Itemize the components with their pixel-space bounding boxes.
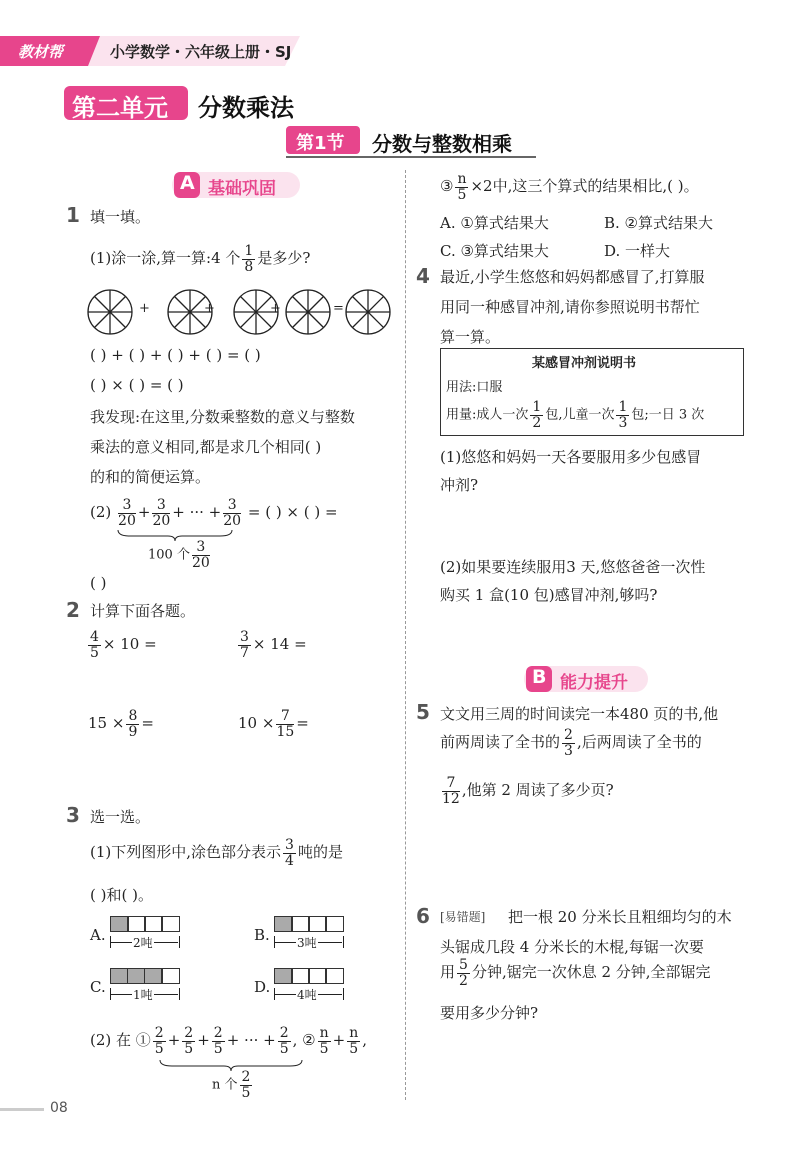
q3-option-c-measure: 1吨 — [133, 988, 153, 1002]
q3-option-c-figure[interactable] — [110, 968, 180, 1004]
part-b-letter: B — [532, 666, 547, 688]
q1-fill-line-2[interactable]: ( ) × ( ) = ( ) — [90, 376, 184, 394]
q1-part1-text-end: 是多少? — [257, 249, 311, 268]
q1-number: 1 — [66, 203, 80, 227]
q1-part1-text: (1)涂一涂,算一算:4 个 — [90, 249, 241, 268]
q1-plus-2: + — [204, 301, 215, 316]
q3-choice-b[interactable]: B. ②算式结果大 — [604, 214, 714, 232]
q4-part2-line1: (2)如果要连续服用3 天,悠悠爸爸一次性 — [440, 558, 706, 576]
q1-plus-1: + — [139, 301, 150, 316]
q1-plus-3: + — [270, 301, 281, 316]
q3-option-b-label[interactable]: B. — [254, 926, 270, 944]
circle-5-icon — [346, 290, 390, 334]
part-a-title: 基础巩固 — [208, 179, 276, 199]
q1-part1-prompt — [90, 244, 310, 274]
q4-box-dose: 用量:成人一次 $\frac{1}{2}$ 包,儿童一次 $\frac{1}{3}$ 包;一日 3 次 — [446, 399, 705, 431]
q6-text-3: 用 $\frac{5}{2}$ 分钟,锯完一次休息 2 分钟,全部锯完 — [440, 957, 711, 989]
part-a-letter: A — [180, 172, 195, 194]
q5-text-3: $\frac{7}{12}$ ,他第 2 周读了多少页? — [442, 775, 614, 807]
q3-part1-blank[interactable]: ( )和( )。 — [90, 886, 153, 904]
header-subject: 小学数学・六年级上册・SJ — [110, 43, 292, 61]
q5-text-1: 文文用三周的时间读完一本480 页的书,他 — [440, 705, 719, 723]
q3-option-b-measure: 3吨 — [297, 936, 317, 950]
q3-choice-d[interactable]: D. 一样大 — [604, 242, 671, 260]
q2-title: 计算下面各题。 — [90, 602, 196, 620]
q3-part2-brace-label: n 个 $\frac{2}{5}$ — [212, 1069, 251, 1101]
q1-part2-blank[interactable]: ( ) — [90, 574, 107, 592]
q1-fill-line-1[interactable]: ( ) + ( ) + ( ) + ( ) = ( ) — [90, 346, 261, 364]
q4-part2-line2: 购买 1 盒(10 包)感冒冲剂,够吗? — [440, 586, 658, 604]
q3-option-b-figure[interactable] — [274, 916, 344, 952]
q2-expr-1[interactable]: $\frac{4}{5}$ × 10 = — [90, 629, 157, 661]
q6-tag: [易错题] — [440, 910, 486, 924]
q4-box-usage: 用法:口服 — [446, 380, 503, 395]
q4-number: 4 — [416, 264, 430, 288]
q1-part1-fraction: $\frac{1}{8}$ — [244, 243, 254, 275]
q3-choice-c[interactable]: C. ③算式结果大 — [440, 242, 549, 260]
q3-part2-third[interactable]: ③ $\frac{n}{5}$ ×2中,这三个算式的结果相比,( )。 — [440, 171, 699, 203]
q4-box-title: 某感冒冲剂说明书 — [532, 356, 637, 371]
q3-option-a-figure[interactable] — [110, 916, 180, 952]
q4-text-1: 最近,小学生悠悠和妈妈都感冒了,打算服 — [440, 268, 705, 286]
q2-expr-3[interactable]: 15 × $\frac{8}{9}$ = — [88, 708, 154, 740]
q3-part1-prompt: (1)下列图形中,涂色部分表示 $\frac{3}{4}$ 吨的是 — [90, 837, 343, 869]
footer-bar — [0, 1108, 44, 1111]
header-bar — [0, 36, 320, 66]
q3-option-c-label[interactable]: C. — [90, 978, 106, 996]
q3-option-d-label[interactable]: D. — [254, 978, 271, 996]
q6-text-1: 把一根 20 分米长且粗细均匀的木 — [508, 908, 732, 926]
q1-part2-expression[interactable]: (2) $\frac{3}{20}$ + $\frac{3}{20}$ + ··· + $\frac{3}{20}$ = ( ) × ( ) = — [90, 497, 338, 529]
unit-badge-text: 第二单元 — [72, 94, 168, 122]
unit-title: 分数乘法 — [198, 94, 294, 122]
q3-number: 3 — [66, 803, 80, 827]
q1-discover-1: 我发现:在这里,分数乘整数的意义与整数 — [90, 408, 355, 426]
header-tag: 教材帮 — [18, 43, 64, 61]
q1-equals: = — [333, 301, 344, 316]
q6-text-4: 要用多少分钟? — [440, 1004, 539, 1022]
q6-number: 6 — [416, 904, 430, 928]
q2-number: 2 — [66, 598, 80, 622]
q4-text-3: 算一算。 — [440, 328, 501, 346]
q3-choice-a[interactable]: A. ①算式结果大 — [440, 214, 549, 232]
q2-expr-2[interactable]: $\frac{3}{7}$ × 14 = — [240, 629, 307, 661]
q3-title: 选一选。 — [90, 808, 151, 826]
q1-part2-brace-label: 100 个 $\frac{3}{20}$ — [148, 539, 210, 571]
q4-part1-line2: 冲剂? — [440, 476, 479, 494]
section-badge-text: 第1节 — [296, 133, 345, 154]
section-title: 分数与整数相乘 — [372, 132, 512, 156]
q3-option-a-measure: 2吨 — [133, 936, 153, 950]
circle-1-icon — [88, 290, 132, 334]
q1-title: 填一填。 — [90, 208, 151, 226]
q2-expr-4[interactable]: 10 × $\frac{7}{15}$ = — [238, 708, 309, 740]
q3-part2-expression: (2) 在 ① $\frac{2}{5}$ + $\frac{2}{5}$ + $\frac{2}{5}$ + ··· + $\frac{2}{5}$ , ② $\frac{n}{5}$ + $\frac{n}{5}$ , — [90, 1025, 368, 1057]
q3-option-d-figure[interactable] — [274, 968, 344, 1004]
part-b-title: 能力提升 — [560, 673, 628, 693]
q4-text-2: 用同一种感冒冲剂,请你参照说明书帮忙 — [440, 298, 700, 316]
q5-text-2: 前两周读了全书的 $\frac{2}{3}$ ,后两周读了全书的 — [440, 727, 702, 759]
q6-text-2: 头锯成几段 4 分米长的木棍,每锯一次要 — [440, 938, 704, 956]
q1-discover-2[interactable]: 乘法的意义相同,都是求几个相同( ) — [90, 438, 322, 456]
q5-number: 5 — [416, 700, 430, 724]
circle-4-icon — [286, 290, 330, 334]
q3-option-d-measure: 4吨 — [297, 988, 317, 1002]
q4-part1-line1: (1)悠悠和妈妈一天各要服用多少包感冒 — [440, 448, 702, 466]
q1-circles[interactable] — [86, 286, 396, 338]
column-divider — [405, 170, 406, 1100]
q1-discover-3: 的和的简便运算。 — [90, 468, 211, 486]
page-number: 08 — [50, 1100, 68, 1116]
q3-option-a-label[interactable]: A. — [90, 926, 106, 944]
